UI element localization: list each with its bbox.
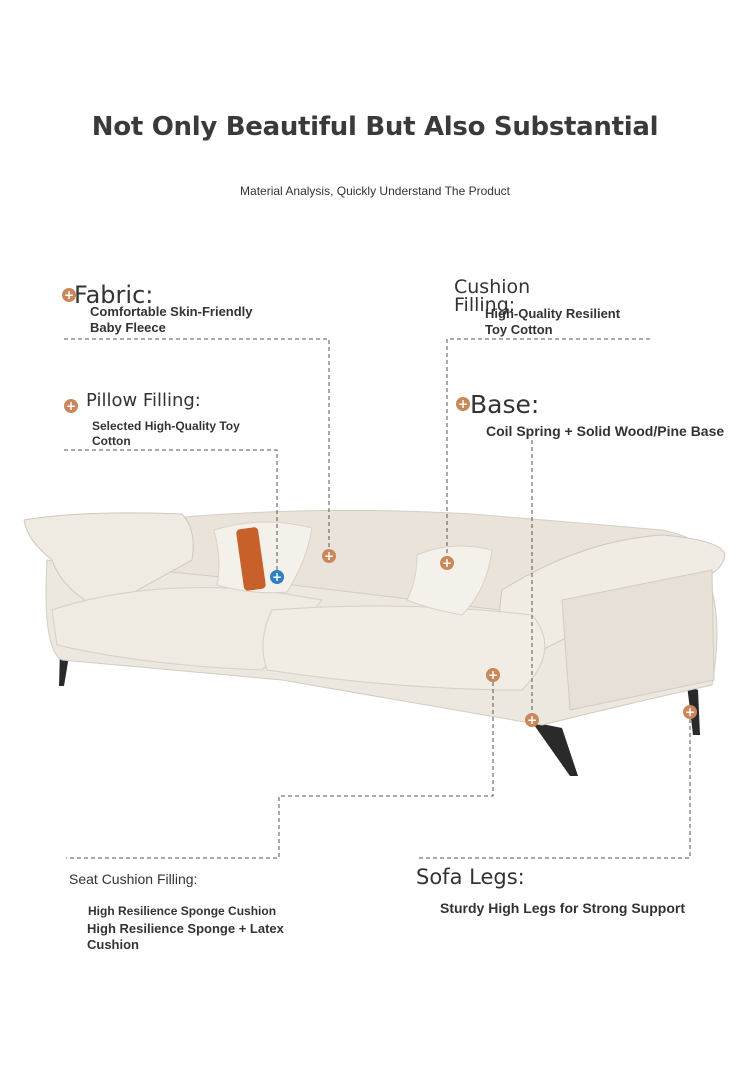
base-desc-line1: Coil Spring + Solid Wood/Pine Base: [486, 423, 725, 439]
seat-heading: Seat Cushion Filling:: [69, 871, 198, 887]
pillow-desc-line2: Cotton: [92, 434, 131, 448]
cushion-desc-line1: High-Quality Resilient: [485, 306, 621, 321]
pillow-marker-icon: +: [65, 399, 77, 413]
legs-sofa-marker-icon: +: [684, 705, 696, 719]
fabric-desc-line2: Baby Fleece: [90, 320, 166, 335]
cushion-sofa-marker-icon: +: [441, 556, 453, 570]
legs-desc-line1: Sturdy High Legs for Strong Support: [440, 900, 685, 916]
legs-heading: Sofa Legs:: [416, 865, 525, 889]
fabric-marker-icon: +: [63, 288, 75, 302]
seat-desc-line2: High Resilience Sponge + Latex: [87, 921, 284, 936]
pillow-sofa-marker-icon: +: [271, 570, 283, 584]
pillow-leader-line: [64, 450, 277, 577]
cushion-leader-line: [447, 339, 650, 563]
fabric-heading: Fabric:: [74, 281, 154, 309]
cushion-desc-line2: Toy Cotton: [485, 322, 553, 337]
cushion-heading-line2: Filling:: [454, 294, 516, 316]
pillow-desc-line1: Selected High-Quality Toy: [92, 419, 240, 433]
page-title: Not Only Beautiful But Also Substantial: [91, 112, 659, 142]
fabric-sofa-marker-icon: +: [323, 549, 335, 563]
legs-leader-line: [416, 712, 690, 858]
seat-desc-line1: High Resilience Sponge Cushion: [88, 904, 277, 918]
base-heading: Base:: [470, 390, 540, 419]
seat-leader-line: [66, 675, 493, 858]
page-subtitle: Material Analysis, Quickly Understand The Product: [240, 184, 510, 198]
seat-sofa-marker-icon: +: [487, 668, 499, 682]
fabric-desc-line1: Comfortable Skin-Friendly: [90, 304, 253, 319]
pillow-heading: Pillow Filling:: [86, 390, 201, 411]
base-marker-icon: +: [457, 397, 469, 411]
cushion-heading-line1: Cushion: [454, 276, 531, 298]
base-sofa-marker-icon: +: [526, 713, 538, 727]
seat-desc-line3: Cushion: [87, 937, 139, 952]
